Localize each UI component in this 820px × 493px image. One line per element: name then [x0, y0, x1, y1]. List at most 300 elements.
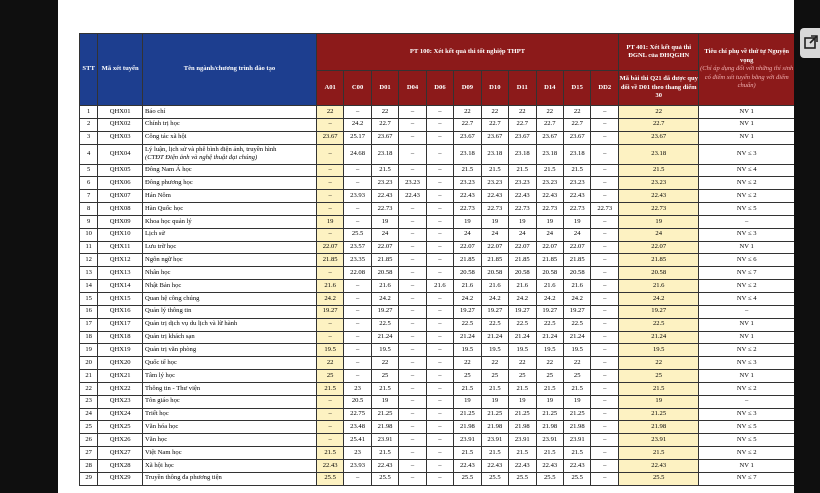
row-score-d15: 22: [563, 106, 590, 119]
row-criteria: NV ≤ 2: [699, 190, 795, 203]
row-score-d01: 19: [371, 215, 398, 228]
row-score-d06: –: [426, 395, 453, 408]
row-score-dd2: –: [591, 318, 619, 331]
row-stt: 7: [80, 190, 98, 203]
row-program-name-text: Tâm lý học: [145, 371, 176, 379]
row-pt401-score: 21.98: [619, 421, 699, 434]
row-program-name-text: Lý luận, lịch sử và phê bình điện ảnh, truyền hình: [145, 145, 277, 153]
row-score-d10: 23.18: [481, 144, 508, 164]
right-dark-margin: [794, 0, 820, 493]
row-score-d10: 22: [481, 106, 508, 119]
row-stt: 13: [80, 267, 98, 280]
row-score-d04: –: [399, 267, 426, 280]
row-score-d06: –: [426, 370, 453, 383]
row-score-d14: 22.5: [536, 318, 563, 331]
row-score-a01: 25: [316, 370, 343, 383]
row-score-d15: 22.07: [563, 241, 590, 254]
row-program-name-text: Nhật Bản học: [145, 281, 182, 289]
row-score-a01: –: [316, 144, 343, 164]
row-score-d14: 21.5: [536, 382, 563, 395]
row-score-d10: 22.43: [481, 459, 508, 472]
row-code: QHX23: [98, 395, 143, 408]
row-score-d01: 23.67: [371, 131, 398, 144]
row-criteria: NV 1: [699, 241, 795, 254]
row-score-dd2: –: [591, 254, 619, 267]
table-row: [80, 241, 795, 254]
row-score-c00: –: [344, 357, 371, 370]
row-score-d11: 23.67: [509, 131, 536, 144]
admission-score-table: [79, 33, 795, 486]
row-program-name: [143, 344, 317, 357]
row-score-c00: –: [344, 164, 371, 177]
row-pt401-score: 19.5: [619, 344, 699, 357]
row-program-name-text: Quản lý thông tin: [145, 307, 192, 315]
row-score-d15: 19.5: [563, 344, 590, 357]
row-score-d06: –: [426, 434, 453, 447]
row-criteria: NV ≤ 3: [699, 357, 795, 370]
row-score-d09: 22: [454, 357, 481, 370]
row-program-name-text: Văn học: [145, 435, 168, 443]
row-score-d10: 19: [481, 215, 508, 228]
row-score-c00: 23.48: [344, 421, 371, 434]
row-criteria: NV ≤ 2: [699, 344, 795, 357]
header-block-d06: D06: [426, 71, 453, 106]
row-program-name-text: Đông Nam Á học: [145, 166, 192, 174]
row-score-a01: –: [316, 177, 343, 190]
row-pt401-score: 22.43: [619, 459, 699, 472]
row-score-d09: 22.07: [454, 241, 481, 254]
row-score-c00: 23: [344, 382, 371, 395]
row-score-d10: 20.58: [481, 267, 508, 280]
row-score-d11: 21.85: [509, 254, 536, 267]
row-score-d11: 19: [509, 395, 536, 408]
row-score-d09: 23.23: [454, 177, 481, 190]
row-score-c00: 25.17: [344, 131, 371, 144]
row-score-d04: –: [399, 408, 426, 421]
row-pt401-score: 19: [619, 215, 699, 228]
row-program-name: [143, 421, 317, 434]
row-code: QHX22: [98, 382, 143, 395]
row-code: QHX29: [98, 472, 143, 485]
row-score-d14: 23.67: [536, 131, 563, 144]
row-score-d11: 22: [509, 106, 536, 119]
row-score-d10: 19.27: [481, 305, 508, 318]
row-score-d11: 24: [509, 228, 536, 241]
row-code: QHX04: [98, 144, 143, 164]
row-score-c00: 24.2: [344, 118, 371, 131]
row-score-c00: –: [344, 215, 371, 228]
row-code: QHX21: [98, 370, 143, 383]
row-score-d15: 22: [563, 357, 590, 370]
row-score-d15: 24.2: [563, 292, 590, 305]
row-score-d11: 22.07: [509, 241, 536, 254]
row-pt401-score: 25.5: [619, 472, 699, 485]
row-score-d06: –: [426, 292, 453, 305]
row-score-d14: 23.18: [536, 144, 563, 164]
header-block-dd2: DD2: [591, 71, 619, 106]
row-score-d11: 22.5: [509, 318, 536, 331]
row-score-dd2: –: [591, 331, 619, 344]
row-score-d01: 19: [371, 395, 398, 408]
row-code: QHX06: [98, 177, 143, 190]
row-score-c00: –: [344, 370, 371, 383]
row-score-d09: 25: [454, 370, 481, 383]
row-score-d10: 21.5: [481, 164, 508, 177]
row-score-d15: 21.85: [563, 254, 590, 267]
header-program-name: Tên ngành/chương trình đào tạo: [143, 34, 317, 106]
row-score-d11: 20.58: [509, 267, 536, 280]
row-score-d10: 21.85: [481, 254, 508, 267]
row-program-name-text: Chính trị học: [145, 120, 180, 128]
row-score-d14: 21.98: [536, 421, 563, 434]
row-score-d01: 20.58: [371, 267, 398, 280]
table-row: [80, 118, 795, 131]
row-score-c00: 23.93: [344, 459, 371, 472]
row-score-d11: 22.43: [509, 190, 536, 203]
row-score-d10: 24: [481, 228, 508, 241]
row-criteria: NV ≤ 5: [699, 203, 795, 216]
row-score-d04: –: [399, 292, 426, 305]
row-stt: 2: [80, 118, 98, 131]
row-score-d14: 22.07: [536, 241, 563, 254]
row-code: QHX05: [98, 164, 143, 177]
row-score-d14: 21.85: [536, 254, 563, 267]
row-criteria: NV 1: [699, 106, 795, 119]
row-pt401-score: 22: [619, 106, 699, 119]
row-score-d06: –: [426, 357, 453, 370]
row-score-d04: –: [399, 344, 426, 357]
row-stt: 17: [80, 318, 98, 331]
row-score-c00: –: [344, 472, 371, 485]
row-program-name: [143, 203, 317, 216]
row-stt: 26: [80, 434, 98, 447]
row-score-d06: –: [426, 228, 453, 241]
row-score-c00: –: [344, 318, 371, 331]
row-criteria: –: [699, 215, 795, 228]
row-stt: 14: [80, 280, 98, 293]
row-score-d09: 19.27: [454, 305, 481, 318]
row-score-d15: 21.25: [563, 408, 590, 421]
row-score-d09: 22.73: [454, 203, 481, 216]
row-score-d06: –: [426, 118, 453, 131]
row-score-d01: 21.5: [371, 447, 398, 460]
table-row: [80, 382, 795, 395]
row-score-d10: 21.24: [481, 331, 508, 344]
row-score-d11: 19.5: [509, 344, 536, 357]
row-score-d11: 25: [509, 370, 536, 383]
row-score-d14: 23.23: [536, 177, 563, 190]
table-row: [80, 215, 795, 228]
row-pt401-score: 21.5: [619, 447, 699, 460]
row-stt: 28: [80, 459, 98, 472]
table-row: [80, 131, 795, 144]
row-score-d11: 21.6: [509, 280, 536, 293]
row-program-name: [143, 131, 317, 144]
row-code: QHX12: [98, 254, 143, 267]
row-score-d11: 21.5: [509, 447, 536, 460]
row-pt401-score: 21.24: [619, 331, 699, 344]
row-score-d01: 22: [371, 357, 398, 370]
row-code: QHX17: [98, 318, 143, 331]
row-score-d11: 21.24: [509, 331, 536, 344]
open-external-icon: [803, 34, 819, 50]
row-program-name-text: Quản trị khách sạn: [145, 333, 195, 341]
row-code: QHX27: [98, 447, 143, 460]
row-score-c00: –: [344, 280, 371, 293]
header-stt: STT: [80, 34, 98, 106]
row-score-dd2: –: [591, 305, 619, 318]
row-score-d14: 22: [536, 106, 563, 119]
row-program-name-text: Quản trị dịch vụ du lịch và lữ hành: [145, 320, 238, 328]
row-score-d10: 22.7: [481, 118, 508, 131]
row-score-d06: –: [426, 305, 453, 318]
row-program-name: [143, 228, 317, 241]
row-score-c00: 20.5: [344, 395, 371, 408]
row-score-dd2: –: [591, 215, 619, 228]
header-pt401: PT 401: Xét kết quả thi ĐGNL của ĐHQGHN: [619, 34, 699, 71]
row-program-name: [143, 292, 317, 305]
row-score-d04: 22.43: [399, 190, 426, 203]
row-score-d15: 23.91: [563, 434, 590, 447]
row-score-a01: –: [316, 318, 343, 331]
row-pt401-score: 22.07: [619, 241, 699, 254]
row-score-d04: –: [399, 472, 426, 485]
row-score-d01: 21.98: [371, 421, 398, 434]
row-score-d11: 25.5: [509, 472, 536, 485]
row-score-dd2: –: [591, 447, 619, 460]
row-score-d15: 22.43: [563, 459, 590, 472]
row-criteria: NV ≤ 2: [699, 382, 795, 395]
row-stt: 27: [80, 447, 98, 460]
open-external-button[interactable]: [800, 28, 820, 58]
row-criteria: –: [699, 395, 795, 408]
row-score-d15: 19.27: [563, 305, 590, 318]
row-score-a01: 19.5: [316, 344, 343, 357]
row-program-name: [143, 190, 317, 203]
row-score-d06: –: [426, 318, 453, 331]
table-row: [80, 106, 795, 119]
row-stt: 23: [80, 395, 98, 408]
row-pt401-score: 22.7: [619, 118, 699, 131]
row-score-d04: –: [399, 459, 426, 472]
row-score-d11: 19.27: [509, 305, 536, 318]
row-score-d09: 21.6: [454, 280, 481, 293]
row-score-a01: 23.67: [316, 131, 343, 144]
row-score-d04: –: [399, 305, 426, 318]
row-pt401-score: 21.25: [619, 408, 699, 421]
row-score-dd2: –: [591, 459, 619, 472]
row-criteria: NV ≤ 2: [699, 177, 795, 190]
row-score-c00: 24.68: [344, 144, 371, 164]
row-score-d14: 22.43: [536, 190, 563, 203]
row-code: QHX03: [98, 131, 143, 144]
row-score-d14: 22.43: [536, 459, 563, 472]
row-program-name-text: Quản trị văn phòng: [145, 345, 197, 353]
header-code: Mã xét tuyển: [98, 34, 143, 106]
row-score-d09: 21.24: [454, 331, 481, 344]
row-score-c00: –: [344, 203, 371, 216]
header-block-a01: A01: [316, 71, 343, 106]
row-score-d15: 21.5: [563, 164, 590, 177]
row-program-name-text: Lưu trữ học: [145, 243, 177, 251]
row-score-d04: –: [399, 331, 426, 344]
row-program-name: [143, 280, 317, 293]
row-score-d01: 21.6: [371, 280, 398, 293]
row-pt401-score: 24.2: [619, 292, 699, 305]
row-score-d10: 19.5: [481, 344, 508, 357]
row-score-d06: –: [426, 447, 453, 460]
row-score-d14: 20.58: [536, 267, 563, 280]
row-score-d10: 22: [481, 357, 508, 370]
row-score-dd2: –: [591, 421, 619, 434]
row-stt: 21: [80, 370, 98, 383]
row-stt: 20: [80, 357, 98, 370]
row-pt401-score: 23.67: [619, 131, 699, 144]
row-score-d11: 24.2: [509, 292, 536, 305]
row-score-dd2: –: [591, 131, 619, 144]
row-program-name: [143, 472, 317, 485]
row-pt401-score: 22.43: [619, 190, 699, 203]
row-score-d14: 25: [536, 370, 563, 383]
row-score-d15: 24: [563, 228, 590, 241]
row-pt401-score: 22: [619, 357, 699, 370]
table-row: [80, 144, 795, 164]
row-score-d10: 19: [481, 395, 508, 408]
row-score-d01: 21.5: [371, 164, 398, 177]
table-row: [80, 254, 795, 267]
row-program-name: [143, 318, 317, 331]
row-pt401-score: 19: [619, 395, 699, 408]
row-score-d14: 19.27: [536, 305, 563, 318]
row-criteria: NV 1: [699, 131, 795, 144]
table-row: [80, 164, 795, 177]
row-score-d06: –: [426, 421, 453, 434]
row-code: QHX13: [98, 267, 143, 280]
row-criteria: NV ≤ 3: [699, 144, 795, 164]
row-score-d14: 19: [536, 215, 563, 228]
row-program-name: [143, 144, 317, 164]
row-program-name-text: Hàn Quốc học: [145, 204, 184, 212]
row-score-d06: –: [426, 254, 453, 267]
left-dark-margin: [0, 0, 58, 493]
row-stt: 29: [80, 472, 98, 485]
row-score-d14: 25.5: [536, 472, 563, 485]
row-score-d10: 22.07: [481, 241, 508, 254]
row-stt: 12: [80, 254, 98, 267]
row-pt401-score: 21.85: [619, 254, 699, 267]
row-criteria: NV 1: [699, 370, 795, 383]
row-code: QHX28: [98, 459, 143, 472]
row-pt401-score: 20.58: [619, 267, 699, 280]
row-criteria: NV ≤ 6: [699, 254, 795, 267]
row-program-name-text: Đông phương học: [145, 179, 193, 186]
row-score-d06: –: [426, 472, 453, 485]
row-score-d06: –: [426, 190, 453, 203]
row-score-d01: 24.2: [371, 292, 398, 305]
row-program-name-text: Quan hệ công chúng: [145, 294, 200, 302]
row-score-d01: 25.5: [371, 472, 398, 485]
row-code: QHX26: [98, 434, 143, 447]
row-score-a01: 22: [316, 106, 343, 119]
row-stt: 11: [80, 241, 98, 254]
row-score-d10: 21.5: [481, 382, 508, 395]
row-score-d01: 23.91: [371, 434, 398, 447]
row-program-name: [143, 241, 317, 254]
row-score-d10: 25.5: [481, 472, 508, 485]
row-score-dd2: –: [591, 164, 619, 177]
table-row: [80, 318, 795, 331]
row-program-name: [143, 447, 317, 460]
row-score-a01: 24.2: [316, 292, 343, 305]
row-program-name-text: Truyền thông đa phương tiện: [145, 474, 222, 482]
row-score-d10: 21.6: [481, 280, 508, 293]
row-code: QHX14: [98, 280, 143, 293]
row-score-d01: 24: [371, 228, 398, 241]
row-program-name: [143, 459, 317, 472]
row-score-d04: –: [399, 228, 426, 241]
table-row: [80, 357, 795, 370]
row-score-d06: –: [426, 215, 453, 228]
row-score-dd2: –: [591, 395, 619, 408]
row-program-name: [143, 118, 317, 131]
row-score-d14: 24.2: [536, 292, 563, 305]
row-program-name-text: Hán Nôm: [145, 191, 171, 199]
row-score-d06: –: [426, 177, 453, 190]
row-score-d15: 25.5: [563, 472, 590, 485]
row-score-d15: 21.6: [563, 280, 590, 293]
row-score-d01: 21.24: [371, 331, 398, 344]
row-score-dd2: –: [591, 292, 619, 305]
row-score-d09: 22.5: [454, 318, 481, 331]
row-code: QHX10: [98, 228, 143, 241]
row-score-d11: 21.5: [509, 164, 536, 177]
row-score-d15: 23.67: [563, 131, 590, 144]
row-score-d09: 24: [454, 228, 481, 241]
row-score-a01: –: [316, 164, 343, 177]
row-score-d01: 23.18: [371, 144, 398, 164]
row-score-d06: –: [426, 344, 453, 357]
row-code: QHX18: [98, 331, 143, 344]
row-program-name-text: Xã hội học: [145, 461, 174, 469]
row-score-d01: 22.43: [371, 190, 398, 203]
table-row: [80, 408, 795, 421]
row-score-dd2: –: [591, 382, 619, 395]
row-score-d04: –: [399, 118, 426, 131]
row-score-d04: –: [399, 447, 426, 460]
row-score-d04: –: [399, 382, 426, 395]
row-score-d04: –: [399, 395, 426, 408]
table-row: [80, 228, 795, 241]
row-criteria: NV ≤ 5: [699, 434, 795, 447]
row-code: QHX16: [98, 305, 143, 318]
row-score-d11: 23.91: [509, 434, 536, 447]
row-code: QHX01: [98, 106, 143, 119]
row-score-d04: –: [399, 241, 426, 254]
row-score-d14: 21.6: [536, 280, 563, 293]
row-pt401-score: 23.18: [619, 144, 699, 164]
table-row: [80, 434, 795, 447]
row-pt401-score: 21.6: [619, 280, 699, 293]
row-score-c00: 22.08: [344, 267, 371, 280]
row-criteria: –: [699, 305, 795, 318]
row-score-dd2: –: [591, 228, 619, 241]
row-stt: 25: [80, 421, 98, 434]
row-score-a01: –: [316, 421, 343, 434]
row-score-d11: 22.7: [509, 118, 536, 131]
header-criteria-title: Tiêu chí phụ về thứ tự Nguyện vọng: [704, 48, 789, 64]
row-score-dd2: –: [591, 434, 619, 447]
row-score-d06: 21.6: [426, 280, 453, 293]
